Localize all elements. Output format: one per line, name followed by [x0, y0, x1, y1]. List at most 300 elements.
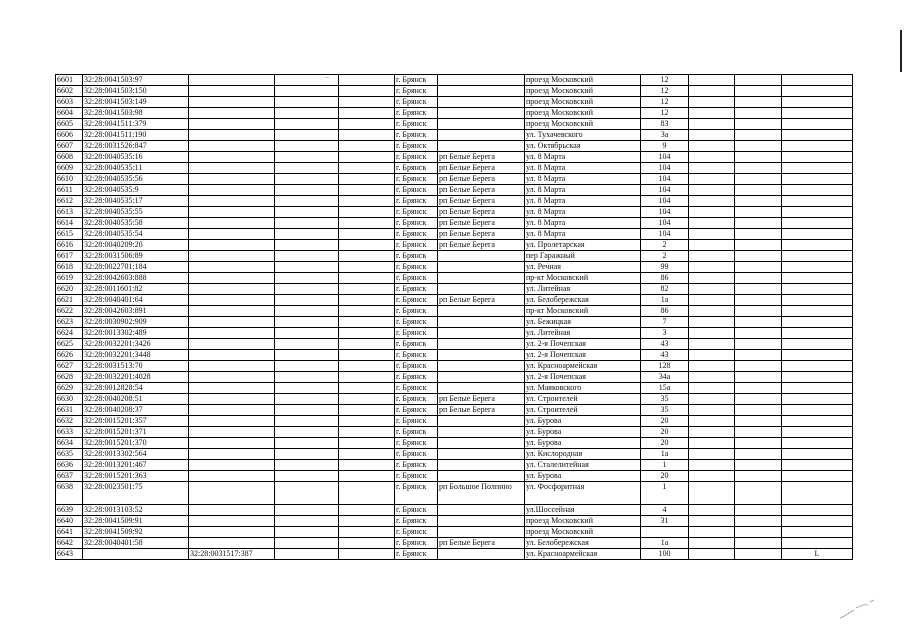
mark-cell [782, 240, 853, 251]
empty-cell [735, 405, 782, 416]
empty-cell [689, 549, 735, 560]
street-cell: ул. Тухачевского [525, 130, 641, 141]
mark-cell [782, 174, 853, 185]
cadastral-number-alt-cell [189, 516, 275, 527]
empty-cell [689, 471, 735, 482]
empty-cell [275, 538, 339, 549]
empty-cell [275, 394, 339, 405]
cadastral-number-cell: 32:28:0015201:363 [83, 471, 189, 482]
settlement-cell: рп Белые Берега [438, 218, 525, 229]
mark-cell [782, 427, 853, 438]
house-number-cell: 104 [641, 207, 689, 218]
mark-cell [782, 538, 853, 549]
empty-cell [275, 174, 339, 185]
mark-cell [782, 284, 853, 295]
row-number-cell: 6626 [56, 350, 83, 361]
empty-cell [689, 185, 735, 196]
empty-cell [275, 119, 339, 130]
mark-cell [782, 185, 853, 196]
table-row [56, 108, 853, 119]
register-table-body [56, 75, 853, 560]
empty-cell [275, 152, 339, 163]
city-cell: г. Брянск [395, 394, 438, 405]
house-number-cell: 20 [641, 471, 689, 482]
cadastral-number-cell: 32:28:0012828:54 [83, 383, 189, 394]
street-cell: ул. 8 Марта [525, 163, 641, 174]
cadastral-number-alt-cell [189, 295, 275, 306]
row-number-cell: 6617 [56, 251, 83, 262]
mark-cell [782, 108, 853, 119]
cadastral-number-alt-cell [189, 251, 275, 262]
cadastral-number-cell: 32:28:0013201:467 [83, 460, 189, 471]
empty-cell [339, 185, 395, 196]
cadastral-number-alt-cell [189, 538, 275, 549]
empty-cell [339, 108, 395, 119]
empty-cell [339, 75, 395, 86]
cadastral-number-cell [83, 549, 189, 560]
empty-cell [689, 284, 735, 295]
empty-cell [339, 471, 395, 482]
cadastral-number-cell: 32:28:0040535:56 [83, 174, 189, 185]
empty-cell [339, 549, 395, 560]
street-cell: ул. Маяковского [525, 383, 641, 394]
row-number-cell: 6637 [56, 471, 83, 482]
street-cell: ул. Бурова [525, 416, 641, 427]
empty-cell [339, 482, 395, 505]
row-number-cell: 6629 [56, 383, 83, 394]
street-cell: ул. Литейная [525, 328, 641, 339]
row-number-cell: 6619 [56, 273, 83, 284]
city-cell: г. Брянск [395, 306, 438, 317]
mark-cell [782, 152, 853, 163]
pen-mark-icon [838, 596, 878, 622]
city-cell: г. Брянск [395, 339, 438, 350]
empty-cell [339, 218, 395, 229]
street-cell: ул. Красноармейская [525, 549, 641, 560]
row-number-cell: 6604 [56, 108, 83, 119]
empty-cell [735, 416, 782, 427]
settlement-cell: рп Белые Берега [438, 207, 525, 218]
cadastral-number-cell: 32:28:0040535:11 [83, 163, 189, 174]
house-number-cell: 104 [641, 163, 689, 174]
house-number-cell: 7 [641, 317, 689, 328]
empty-cell [735, 97, 782, 108]
empty-cell [735, 317, 782, 328]
empty-cell [339, 295, 395, 306]
table-row [56, 163, 853, 174]
empty-cell [689, 306, 735, 317]
cadastral-number-alt-cell: 32:28:0031517:387 [189, 549, 275, 560]
cadastral-number-alt-cell [189, 174, 275, 185]
empty-cell [689, 75, 735, 86]
empty-cell [275, 185, 339, 196]
house-number-cell: 99 [641, 262, 689, 273]
settlement-cell [438, 449, 525, 460]
mark-cell [782, 295, 853, 306]
cadastral-number-cell: 32:28:0013103:52 [83, 505, 189, 516]
settlement-cell [438, 75, 525, 86]
house-number-cell: 4 [641, 505, 689, 516]
empty-cell [689, 218, 735, 229]
table-row [56, 207, 853, 218]
mark-cell [782, 229, 853, 240]
settlement-cell: рп Белые Берега [438, 538, 525, 549]
mark-cell [782, 262, 853, 273]
city-cell: г. Брянск [395, 449, 438, 460]
row-number-cell: 6643 [56, 549, 83, 560]
cadastral-number-alt-cell [189, 163, 275, 174]
settlement-cell [438, 317, 525, 328]
cadastral-number-cell: 32:28:0040535:16 [83, 152, 189, 163]
empty-cell [339, 196, 395, 207]
empty-cell [689, 119, 735, 130]
street-cell: ул. Кислородная [525, 449, 641, 460]
cadastral-number-alt-cell [189, 438, 275, 449]
empty-cell [339, 284, 395, 295]
empty-cell [339, 152, 395, 163]
empty-cell [689, 405, 735, 416]
street-cell: ул. 8 Марта [525, 207, 641, 218]
empty-cell [735, 527, 782, 538]
house-number-cell: 104 [641, 229, 689, 240]
table-row [56, 383, 853, 394]
table-row [56, 229, 853, 240]
cadastral-number-alt-cell [189, 416, 275, 427]
empty-cell [339, 317, 395, 328]
empty-cell [339, 306, 395, 317]
empty-cell [735, 449, 782, 460]
empty-cell [339, 427, 395, 438]
cadastral-number-cell: 32:28:0042603:891 [83, 306, 189, 317]
cadastral-number-alt-cell [189, 218, 275, 229]
table-row [56, 273, 853, 284]
empty-cell [275, 317, 339, 328]
empty-cell [339, 339, 395, 350]
mark-cell [782, 527, 853, 538]
house-number-cell: 20 [641, 438, 689, 449]
street-cell: ул. Белобережская [525, 538, 641, 549]
city-cell: г. Брянск [395, 328, 438, 339]
row-number-cell: 6630 [56, 394, 83, 405]
cadastral-number-cell: 32:28:0031526:847 [83, 141, 189, 152]
empty-cell [735, 251, 782, 262]
empty-cell [735, 361, 782, 372]
empty-cell [735, 427, 782, 438]
street-cell: проезд Московский [525, 516, 641, 527]
street-cell: ул. Пролетарская [525, 240, 641, 251]
empty-cell [735, 471, 782, 482]
empty-cell [339, 505, 395, 516]
empty-cell [339, 449, 395, 460]
table-row [56, 339, 853, 350]
empty-cell [735, 130, 782, 141]
settlement-cell [438, 108, 525, 119]
row-number-cell: 6605 [56, 119, 83, 130]
mark-cell [782, 163, 853, 174]
empty-cell [689, 240, 735, 251]
row-number-cell: 6642 [56, 538, 83, 549]
empty-cell [689, 273, 735, 284]
row-number-cell: 6610 [56, 174, 83, 185]
city-cell: г. Брянск [395, 185, 438, 196]
settlement-cell: рп Белые Берега [438, 240, 525, 251]
empty-cell [689, 251, 735, 262]
table-row [56, 251, 853, 262]
empty-cell [339, 240, 395, 251]
house-number-cell: 1а [641, 538, 689, 549]
table-row [56, 350, 853, 361]
city-cell: г. Брянск [395, 438, 438, 449]
settlement-cell [438, 97, 525, 108]
empty-cell [275, 405, 339, 416]
mark-cell [782, 471, 853, 482]
row-number-cell: 6602 [56, 86, 83, 97]
city-cell: г. Брянск [395, 86, 438, 97]
empty-cell [275, 460, 339, 471]
empty-cell [735, 262, 782, 273]
mark-cell [782, 394, 853, 405]
cadastral-number-alt-cell [189, 141, 275, 152]
settlement-cell: рп Белые Берега [438, 295, 525, 306]
empty-cell [275, 361, 339, 372]
table-row [56, 516, 853, 527]
empty-cell [689, 361, 735, 372]
table-row [56, 538, 853, 549]
cadastral-number-cell: 32:28:0041503:150 [83, 86, 189, 97]
cadastral-number-alt-cell [189, 229, 275, 240]
cadastral-number-cell: 32:28:0032201:3426 [83, 339, 189, 350]
empty-cell [689, 339, 735, 350]
settlement-cell: рп Белые Берега [438, 152, 525, 163]
settlement-cell [438, 549, 525, 560]
street-cell: ул. Белобережская [525, 295, 641, 306]
row-number-cell: 6640 [56, 516, 83, 527]
cadastral-number-cell: 32:28:0040401:58 [83, 538, 189, 549]
empty-cell [275, 471, 339, 482]
city-cell: г. Брянск [395, 207, 438, 218]
table-row [56, 505, 853, 516]
house-number-cell: 35 [641, 405, 689, 416]
empty-cell [339, 207, 395, 218]
city-cell: г. Брянск [395, 505, 438, 516]
row-number-cell: 6621 [56, 295, 83, 306]
city-cell: г. Брянск [395, 119, 438, 130]
empty-cell [689, 527, 735, 538]
empty-cell [275, 141, 339, 152]
empty-cell [735, 383, 782, 394]
settlement-cell [438, 119, 525, 130]
settlement-cell [438, 383, 525, 394]
table-row [56, 86, 853, 97]
mark-cell [782, 328, 853, 339]
city-cell: г. Брянск [395, 262, 438, 273]
street-cell: проезд Московский [525, 75, 641, 86]
table-row [56, 284, 853, 295]
row-number-cell: 6620 [56, 284, 83, 295]
table-row [56, 317, 853, 328]
city-cell: г. Брянск [395, 549, 438, 560]
city-cell: г. Брянск [395, 361, 438, 372]
settlement-cell: рп Белые Берега [438, 196, 525, 207]
settlement-cell [438, 438, 525, 449]
mark-cell [782, 75, 853, 86]
table-row [56, 549, 853, 560]
row-number-cell: 6635 [56, 449, 83, 460]
city-cell: г. Брянск [395, 75, 438, 86]
empty-cell [735, 174, 782, 185]
house-number-cell: 12 [641, 97, 689, 108]
empty-cell [735, 538, 782, 549]
empty-cell [339, 174, 395, 185]
city-cell: г. Брянск [395, 97, 438, 108]
empty-cell [275, 383, 339, 394]
house-number-cell: 12 [641, 108, 689, 119]
row-number-cell: 6622 [56, 306, 83, 317]
settlement-cell [438, 339, 525, 350]
table-row [56, 152, 853, 163]
empty-cell [689, 372, 735, 383]
city-cell: г. Брянск [395, 152, 438, 163]
row-number-cell: 6614 [56, 218, 83, 229]
house-number-cell: 104 [641, 174, 689, 185]
row-number-cell: 6624 [56, 328, 83, 339]
row-number-cell: 6607 [56, 141, 83, 152]
cadastral-number-alt-cell [189, 339, 275, 350]
row-number-cell: 6609 [56, 163, 83, 174]
city-cell: г. Брянск [395, 317, 438, 328]
settlement-cell [438, 130, 525, 141]
empty-cell [275, 130, 339, 141]
empty-cell [339, 527, 395, 538]
empty-cell [275, 416, 339, 427]
empty-cell [275, 163, 339, 174]
settlement-cell [438, 328, 525, 339]
settlement-cell [438, 516, 525, 527]
empty-cell [275, 273, 339, 284]
city-cell: г. Брянск [395, 295, 438, 306]
empty-cell [735, 86, 782, 97]
house-number-cell: 1 [641, 482, 689, 505]
empty-cell [689, 317, 735, 328]
table-row [56, 460, 853, 471]
empty-cell [275, 196, 339, 207]
settlement-cell [438, 505, 525, 516]
empty-cell [689, 174, 735, 185]
table-row [56, 141, 853, 152]
row-number-cell: 6623 [56, 317, 83, 328]
empty-cell [735, 549, 782, 560]
empty-cell [275, 516, 339, 527]
mark-cell [782, 449, 853, 460]
city-cell: г. Брянск [395, 108, 438, 119]
house-number-cell: 104 [641, 218, 689, 229]
empty-cell [275, 207, 339, 218]
house-number-cell: 1а [641, 449, 689, 460]
empty-cell [735, 196, 782, 207]
settlement-cell [438, 350, 525, 361]
row-number-cell: 6639 [56, 505, 83, 516]
empty-cell [339, 229, 395, 240]
street-cell: ул. Красноармейская [525, 361, 641, 372]
house-number-cell [641, 527, 689, 538]
settlement-cell [438, 527, 525, 538]
street-cell: проезд Московский [525, 97, 641, 108]
empty-cell [689, 516, 735, 527]
empty-cell [735, 350, 782, 361]
row-number-cell: 6608 [56, 152, 83, 163]
street-cell: ул. Строителей [525, 405, 641, 416]
house-number-cell: 82 [641, 284, 689, 295]
street-cell: ул. 8 Марта [525, 152, 641, 163]
house-number-cell: 20 [641, 427, 689, 438]
empty-cell [735, 295, 782, 306]
settlement-cell: рп Большое Полпино [438, 482, 525, 505]
empty-cell [339, 438, 395, 449]
cadastral-number-alt-cell [189, 196, 275, 207]
empty-cell [735, 75, 782, 86]
table-row [56, 427, 853, 438]
cadastral-number-cell: 32:28:0040535:54 [83, 229, 189, 240]
row-number-cell: 6615 [56, 229, 83, 240]
table-row [56, 218, 853, 229]
empty-cell [689, 438, 735, 449]
cadastral-number-alt-cell [189, 361, 275, 372]
empty-cell [735, 516, 782, 527]
street-cell: ул. 2-я Почепская [525, 372, 641, 383]
empty-cell [275, 295, 339, 306]
empty-cell [689, 449, 735, 460]
cadastral-number-cell: 32:28:0041503:98 [83, 108, 189, 119]
mark-cell [782, 196, 853, 207]
cadastral-number-alt-cell [189, 460, 275, 471]
cadastral-number-cell: 32:28:0041503:97 [83, 75, 189, 86]
empty-cell [735, 163, 782, 174]
empty-cell [735, 328, 782, 339]
empty-cell [689, 141, 735, 152]
table-row [56, 262, 853, 273]
empty-cell [689, 394, 735, 405]
empty-cell [735, 229, 782, 240]
street-cell: ул. Фосфоритная [525, 482, 641, 505]
house-number-cell: 12 [641, 86, 689, 97]
mark-cell [782, 482, 853, 505]
empty-cell [339, 251, 395, 262]
empty-cell [339, 372, 395, 383]
empty-cell [689, 163, 735, 174]
mark-cell [782, 383, 853, 394]
house-number-cell: 86 [641, 306, 689, 317]
cadastral-number-cell: 32:28:0041509:92 [83, 527, 189, 538]
row-number-cell: 6638 [56, 482, 83, 505]
empty-cell [339, 141, 395, 152]
house-number-cell: 1а [641, 295, 689, 306]
empty-cell [735, 152, 782, 163]
city-cell: г. Брянск [395, 405, 438, 416]
street-cell: ул. Бурова [525, 427, 641, 438]
table-row [56, 438, 853, 449]
city-cell: г. Брянск [395, 427, 438, 438]
city-cell: г. Брянск [395, 538, 438, 549]
table-row [56, 527, 853, 538]
city-cell: г. Брянск [395, 372, 438, 383]
table-row [56, 405, 853, 416]
empty-cell [339, 394, 395, 405]
row-number-cell: 6632 [56, 416, 83, 427]
empty-cell [735, 218, 782, 229]
cadastral-number-alt-cell [189, 97, 275, 108]
cadastral-number-cell: 32:28:0015201:370 [83, 438, 189, 449]
cadastral-number-cell: 32:28:0042603:888 [83, 273, 189, 284]
